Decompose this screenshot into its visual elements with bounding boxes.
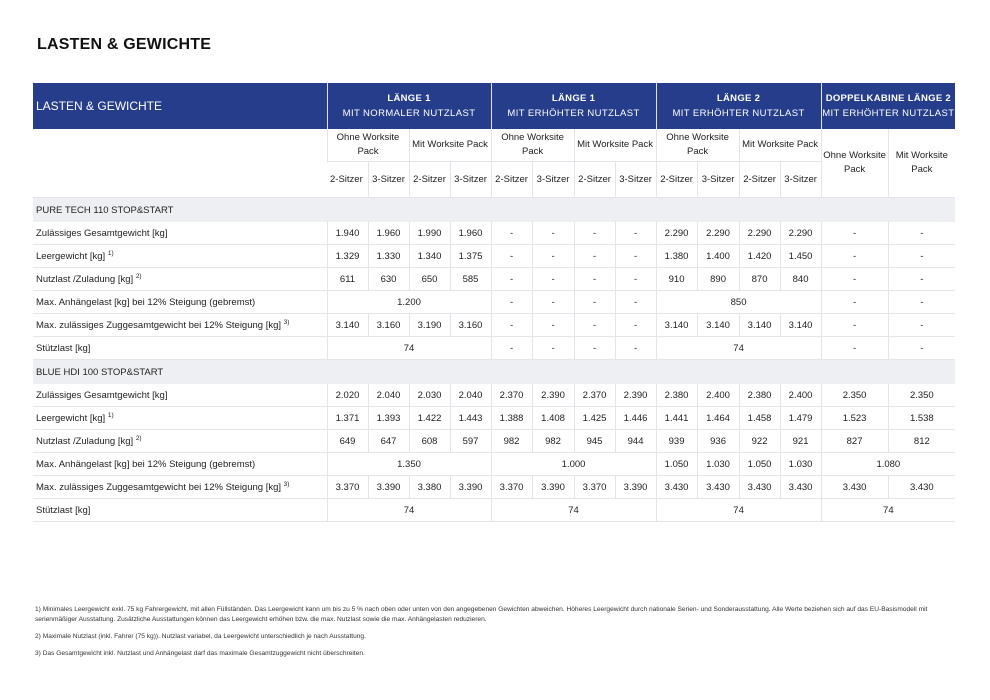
table-row: [33, 407, 955, 430]
value-cell: 74: [821, 499, 955, 522]
section-row: [33, 360, 955, 385]
table-row: [33, 245, 955, 268]
group-header: [821, 83, 955, 129]
value-cell: 3.140: [656, 314, 697, 337]
group-subtitle: MIT ERHÖHTER NUTZLAST: [672, 108, 805, 119]
value-cell: -: [574, 337, 615, 360]
value-cell: 1.425: [574, 407, 615, 430]
seat-label: 2-Sitzer: [739, 162, 780, 198]
value-cell: -: [491, 268, 532, 291]
footnote-ref: 2): [135, 434, 142, 442]
row-label-text: Zulässiges Gesamtgewicht [kg]: [36, 389, 168, 401]
value-cell: -: [615, 291, 656, 314]
seat-label: 2-Sitzer: [327, 162, 368, 198]
row-label-text: Stützlast [kg]: [36, 504, 91, 516]
value-cell: 1.393: [368, 407, 409, 430]
row-label: [33, 499, 327, 522]
value-cell: 2.040: [450, 384, 491, 407]
value-cell: -: [615, 337, 656, 360]
value-cell: 3.190: [409, 314, 450, 337]
row-label: [33, 245, 327, 268]
value-cell: -: [574, 314, 615, 337]
value-cell: 585: [450, 268, 491, 291]
value-cell: 2.290: [739, 222, 780, 245]
value-cell: 2.400: [780, 384, 821, 407]
value-cell: 1.523: [821, 407, 888, 430]
value-cell: 1.464: [697, 407, 739, 430]
group-title: LÄNGE 2: [716, 93, 761, 104]
value-cell: -: [615, 314, 656, 337]
value-cell: 910: [656, 268, 697, 291]
table-row: [33, 499, 955, 522]
seat-label: 3-Sitzer: [697, 162, 739, 198]
value-cell: 1.446: [615, 407, 656, 430]
value-cell: 1.408: [532, 407, 574, 430]
value-cell: -: [532, 268, 574, 291]
value-cell: 1.538: [888, 407, 955, 430]
table-row: [33, 476, 955, 499]
value-cell: 2.380: [656, 384, 697, 407]
group-header: [491, 83, 656, 129]
seat-label: 2-Sitzer: [409, 162, 450, 198]
value-cell: 1.443: [450, 407, 491, 430]
value-cell: -: [532, 337, 574, 360]
value-cell: 1.330: [368, 245, 409, 268]
value-cell: 3.390: [532, 476, 574, 499]
value-cell: 3.160: [368, 314, 409, 337]
value-cell: 982: [532, 430, 574, 453]
value-cell: 74: [327, 337, 491, 360]
value-cell: 3.430: [697, 476, 739, 499]
value-cell: 1.050: [739, 453, 780, 476]
value-cell: 1.340: [409, 245, 450, 268]
value-cell: -: [615, 222, 656, 245]
value-cell: 1.200: [327, 291, 491, 314]
value-cell: 3.390: [615, 476, 656, 499]
value-cell: 982: [491, 430, 532, 453]
value-cell: 1.375: [450, 245, 491, 268]
row-label: [33, 291, 327, 314]
value-cell: -: [532, 245, 574, 268]
value-cell: 2.290: [697, 222, 739, 245]
value-cell: -: [821, 245, 888, 268]
row-label: [33, 430, 327, 453]
value-cell: 74: [656, 337, 821, 360]
value-cell: 812: [888, 430, 955, 453]
value-cell: 3.430: [821, 476, 888, 499]
section-title: BLUE HDI 100 STOP&START: [33, 360, 955, 385]
value-cell: 2.350: [888, 384, 955, 407]
group-title: LÄNGE 1: [551, 93, 596, 104]
footnotes: [35, 605, 955, 666]
value-cell: 1.388: [491, 407, 532, 430]
group-title: LÄNGE 1: [387, 93, 431, 104]
value-cell: -: [821, 291, 888, 314]
pack-label: Mit Worksite Pack: [888, 129, 955, 198]
value-cell: -: [491, 291, 532, 314]
row-label-text: Nutzlast /Zuladung [kg]: [36, 436, 134, 448]
value-cell: -: [821, 314, 888, 337]
row-label: [33, 314, 327, 337]
value-cell: -: [574, 268, 615, 291]
value-cell: 2.290: [656, 222, 697, 245]
value-cell: 2.370: [574, 384, 615, 407]
value-cell: 1.479: [780, 407, 821, 430]
value-cell: 74: [327, 499, 491, 522]
value-cell: 2.390: [615, 384, 656, 407]
value-cell: 1.380: [656, 245, 697, 268]
seat-label: 3-Sitzer: [450, 162, 491, 198]
value-cell: -: [491, 337, 532, 360]
value-cell: 3.390: [368, 476, 409, 499]
footnote: 3) Das Gesamtgewicht inkl. Nutzlast und Anhängelast darf das maximale Gesamtzuggewicht nicht überschreiten.: [35, 650, 365, 657]
value-cell: 649: [327, 430, 368, 453]
value-cell: -: [821, 337, 888, 360]
value-cell: 650: [409, 268, 450, 291]
row-label-text: Max. Anhängelast [kg] bei 12% Steigung (gebremst): [36, 458, 256, 470]
value-cell: 3.430: [656, 476, 697, 499]
footnote-ref: 1): [107, 411, 114, 419]
pack-label: Mit Worksite Pack: [739, 129, 821, 162]
value-cell: 2.350: [821, 384, 888, 407]
table-row: [33, 384, 955, 407]
value-cell: 1.960: [368, 222, 409, 245]
value-cell: 1.080: [821, 453, 955, 476]
section-title: PURE TECH 110 STOP&START: [33, 198, 955, 223]
group-header: [327, 83, 491, 129]
value-cell: 3.430: [888, 476, 955, 499]
value-cell: 3.430: [739, 476, 780, 499]
value-cell: 74: [491, 499, 656, 522]
value-cell: 1.458: [739, 407, 780, 430]
value-cell: -: [491, 245, 532, 268]
value-cell: -: [532, 291, 574, 314]
value-cell: -: [821, 222, 888, 245]
value-cell: 3.380: [409, 476, 450, 499]
page-title: LASTEN & GEWICHTE: [37, 36, 212, 53]
table-row: [33, 337, 955, 360]
group-subtitle: MIT ERHÖHTER NUTZLAST: [822, 108, 955, 119]
row-label-text: Leergewicht [kg]: [36, 251, 106, 263]
value-cell: 1.422: [409, 407, 450, 430]
value-cell: 1.030: [780, 453, 821, 476]
value-cell: 1.350: [327, 453, 491, 476]
value-cell: 2.370: [491, 384, 532, 407]
pack-header-row: [33, 129, 955, 162]
value-cell: -: [888, 268, 955, 291]
pack-label: Ohne Worksite Pack: [327, 129, 409, 162]
pack-label: Mit Worksite Pack: [574, 129, 656, 162]
value-cell: 2.380: [739, 384, 780, 407]
value-cell: -: [491, 314, 532, 337]
footnote: 1) Minimales Leergewicht exkl. 75 kg Fahrergewicht, mit allen Füllständen. Das Leergewicht kann um bis zu 5 % nach oben oder unten von den angegebenen Gewichten abweichen. Höheres Leergewicht durch nationale Serien- und Sonderausstattung. Alle Werte beziehen sich auf das EU-Basismodell mit serienmäßiger Ausstattung. Zusätzliche Ausstattungen können das Leergewicht erhöhen bzw. die max. Nutzlast sowie die max. Anhängelasten reduzieren.: [35, 606, 928, 623]
value-cell: 2.290: [780, 222, 821, 245]
footnote-ref: 1): [107, 249, 114, 257]
table-row: [33, 430, 955, 453]
row-label: [33, 384, 327, 407]
table-row: [33, 291, 955, 314]
seat-label: 3-Sitzer: [368, 162, 409, 198]
weights-table: [33, 83, 955, 522]
value-cell: 944: [615, 430, 656, 453]
value-cell: 3.370: [327, 476, 368, 499]
footnote: 2) Maximale Nutzlast (inkl. Fahrer (75 kg)). Nutzlast variabel, da Leergewicht unterschiedlich je nach Ausstattung.: [35, 633, 366, 640]
table-row: [33, 268, 955, 291]
value-cell: 840: [780, 268, 821, 291]
table-row: [33, 314, 955, 337]
pack-label: Mit Worksite Pack: [409, 129, 491, 162]
value-cell: 2.020: [327, 384, 368, 407]
value-cell: 1.940: [327, 222, 368, 245]
value-cell: 3.140: [739, 314, 780, 337]
value-cell: -: [615, 245, 656, 268]
seat-label: 2-Sitzer: [574, 162, 615, 198]
seat-label: 3-Sitzer: [532, 162, 574, 198]
row-label: [33, 476, 327, 499]
value-cell: -: [532, 222, 574, 245]
row-label-text: Zulässiges Gesamtgewicht [kg]: [36, 227, 168, 239]
row-label-text: Nutzlast /Zuladung [kg]: [36, 274, 134, 286]
row-label-text: Leergewicht [kg]: [36, 413, 106, 425]
row-label: [33, 337, 327, 360]
value-cell: 827: [821, 430, 888, 453]
seat-label: 3-Sitzer: [615, 162, 656, 198]
value-cell: 2.400: [697, 384, 739, 407]
value-cell: 1.441: [656, 407, 697, 430]
value-cell: 939: [656, 430, 697, 453]
value-cell: 1.329: [327, 245, 368, 268]
seat-label: 3-Sitzer: [780, 162, 821, 198]
value-cell: 3.370: [491, 476, 532, 499]
value-cell: 1.030: [697, 453, 739, 476]
value-cell: -: [574, 291, 615, 314]
pack-label: Ohne Worksite Pack: [821, 129, 888, 198]
value-cell: 1.960: [450, 222, 491, 245]
value-cell: 2.040: [368, 384, 409, 407]
value-cell: 1.990: [409, 222, 450, 245]
row-label-text: Max. zulässiges Zuggesamtgewicht bei 12% Steigung [kg]: [36, 320, 282, 332]
value-cell: 611: [327, 268, 368, 291]
seat-label: 2-Sitzer: [656, 162, 697, 198]
value-cell: 74: [656, 499, 821, 522]
table-row: [33, 453, 955, 476]
empty-header-cell: [33, 129, 327, 198]
row-label-text: Stützlast [kg]: [36, 342, 91, 354]
table-body: [33, 198, 955, 522]
value-cell: -: [888, 337, 955, 360]
value-cell: -: [888, 222, 955, 245]
value-cell: 870: [739, 268, 780, 291]
value-cell: -: [574, 222, 615, 245]
value-cell: 2.390: [532, 384, 574, 407]
value-cell: 1.050: [656, 453, 697, 476]
value-cell: 890: [697, 268, 739, 291]
value-cell: 3.140: [780, 314, 821, 337]
value-cell: 1.371: [327, 407, 368, 430]
value-cell: 936: [697, 430, 739, 453]
value-cell: 945: [574, 430, 615, 453]
value-cell: -: [821, 268, 888, 291]
value-cell: 1.450: [780, 245, 821, 268]
value-cell: 921: [780, 430, 821, 453]
group-subtitle: MIT ERHÖHTER NUTZLAST: [507, 108, 640, 119]
value-cell: 2.030: [409, 384, 450, 407]
value-cell: 1.000: [491, 453, 656, 476]
row-label: [33, 268, 327, 291]
value-cell: 1.420: [739, 245, 780, 268]
footnote-ref: 2): [135, 272, 142, 280]
value-cell: -: [615, 268, 656, 291]
value-cell: 3.140: [327, 314, 368, 337]
row-label: [33, 407, 327, 430]
pack-label: Ohne Worksite Pack: [656, 129, 739, 162]
row-label: [33, 453, 327, 476]
footnote-ref: 3): [283, 318, 290, 326]
pack-label: Ohne Worksite Pack: [491, 129, 574, 162]
value-cell: 3.370: [574, 476, 615, 499]
value-cell: -: [888, 314, 955, 337]
value-cell: 630: [368, 268, 409, 291]
value-cell: -: [888, 291, 955, 314]
value-cell: -: [888, 245, 955, 268]
value-cell: 597: [450, 430, 491, 453]
row-label: [33, 222, 327, 245]
value-cell: 3.390: [450, 476, 491, 499]
table-header-label: LASTEN & GEWICHTE: [33, 83, 327, 129]
value-cell: 608: [409, 430, 450, 453]
value-cell: 3.140: [697, 314, 739, 337]
value-cell: -: [491, 222, 532, 245]
footnote-ref: 3): [283, 480, 290, 488]
table-row: [33, 222, 955, 245]
value-cell: 3.160: [450, 314, 491, 337]
value-cell: -: [532, 314, 574, 337]
value-cell: 647: [368, 430, 409, 453]
value-cell: 922: [739, 430, 780, 453]
group-header: [656, 83, 821, 129]
seat-label: 2-Sitzer: [491, 162, 532, 198]
section-row: [33, 198, 955, 223]
row-label-text: Max. zulässiges Zuggesamtgewicht bei 12% Steigung [kg]: [36, 482, 282, 494]
value-cell: -: [574, 245, 615, 268]
group-title: DOPPELKABINE LÄNGE 2: [825, 93, 951, 104]
table-header-row: [33, 83, 955, 129]
group-subtitle: MIT NORMALER NUTZLAST: [342, 108, 476, 119]
value-cell: 3.430: [780, 476, 821, 499]
value-cell: 1.400: [697, 245, 739, 268]
value-cell: 850: [656, 291, 821, 314]
row-label-text: Max. Anhängelast [kg] bei 12% Steigung (gebremst): [36, 296, 256, 308]
